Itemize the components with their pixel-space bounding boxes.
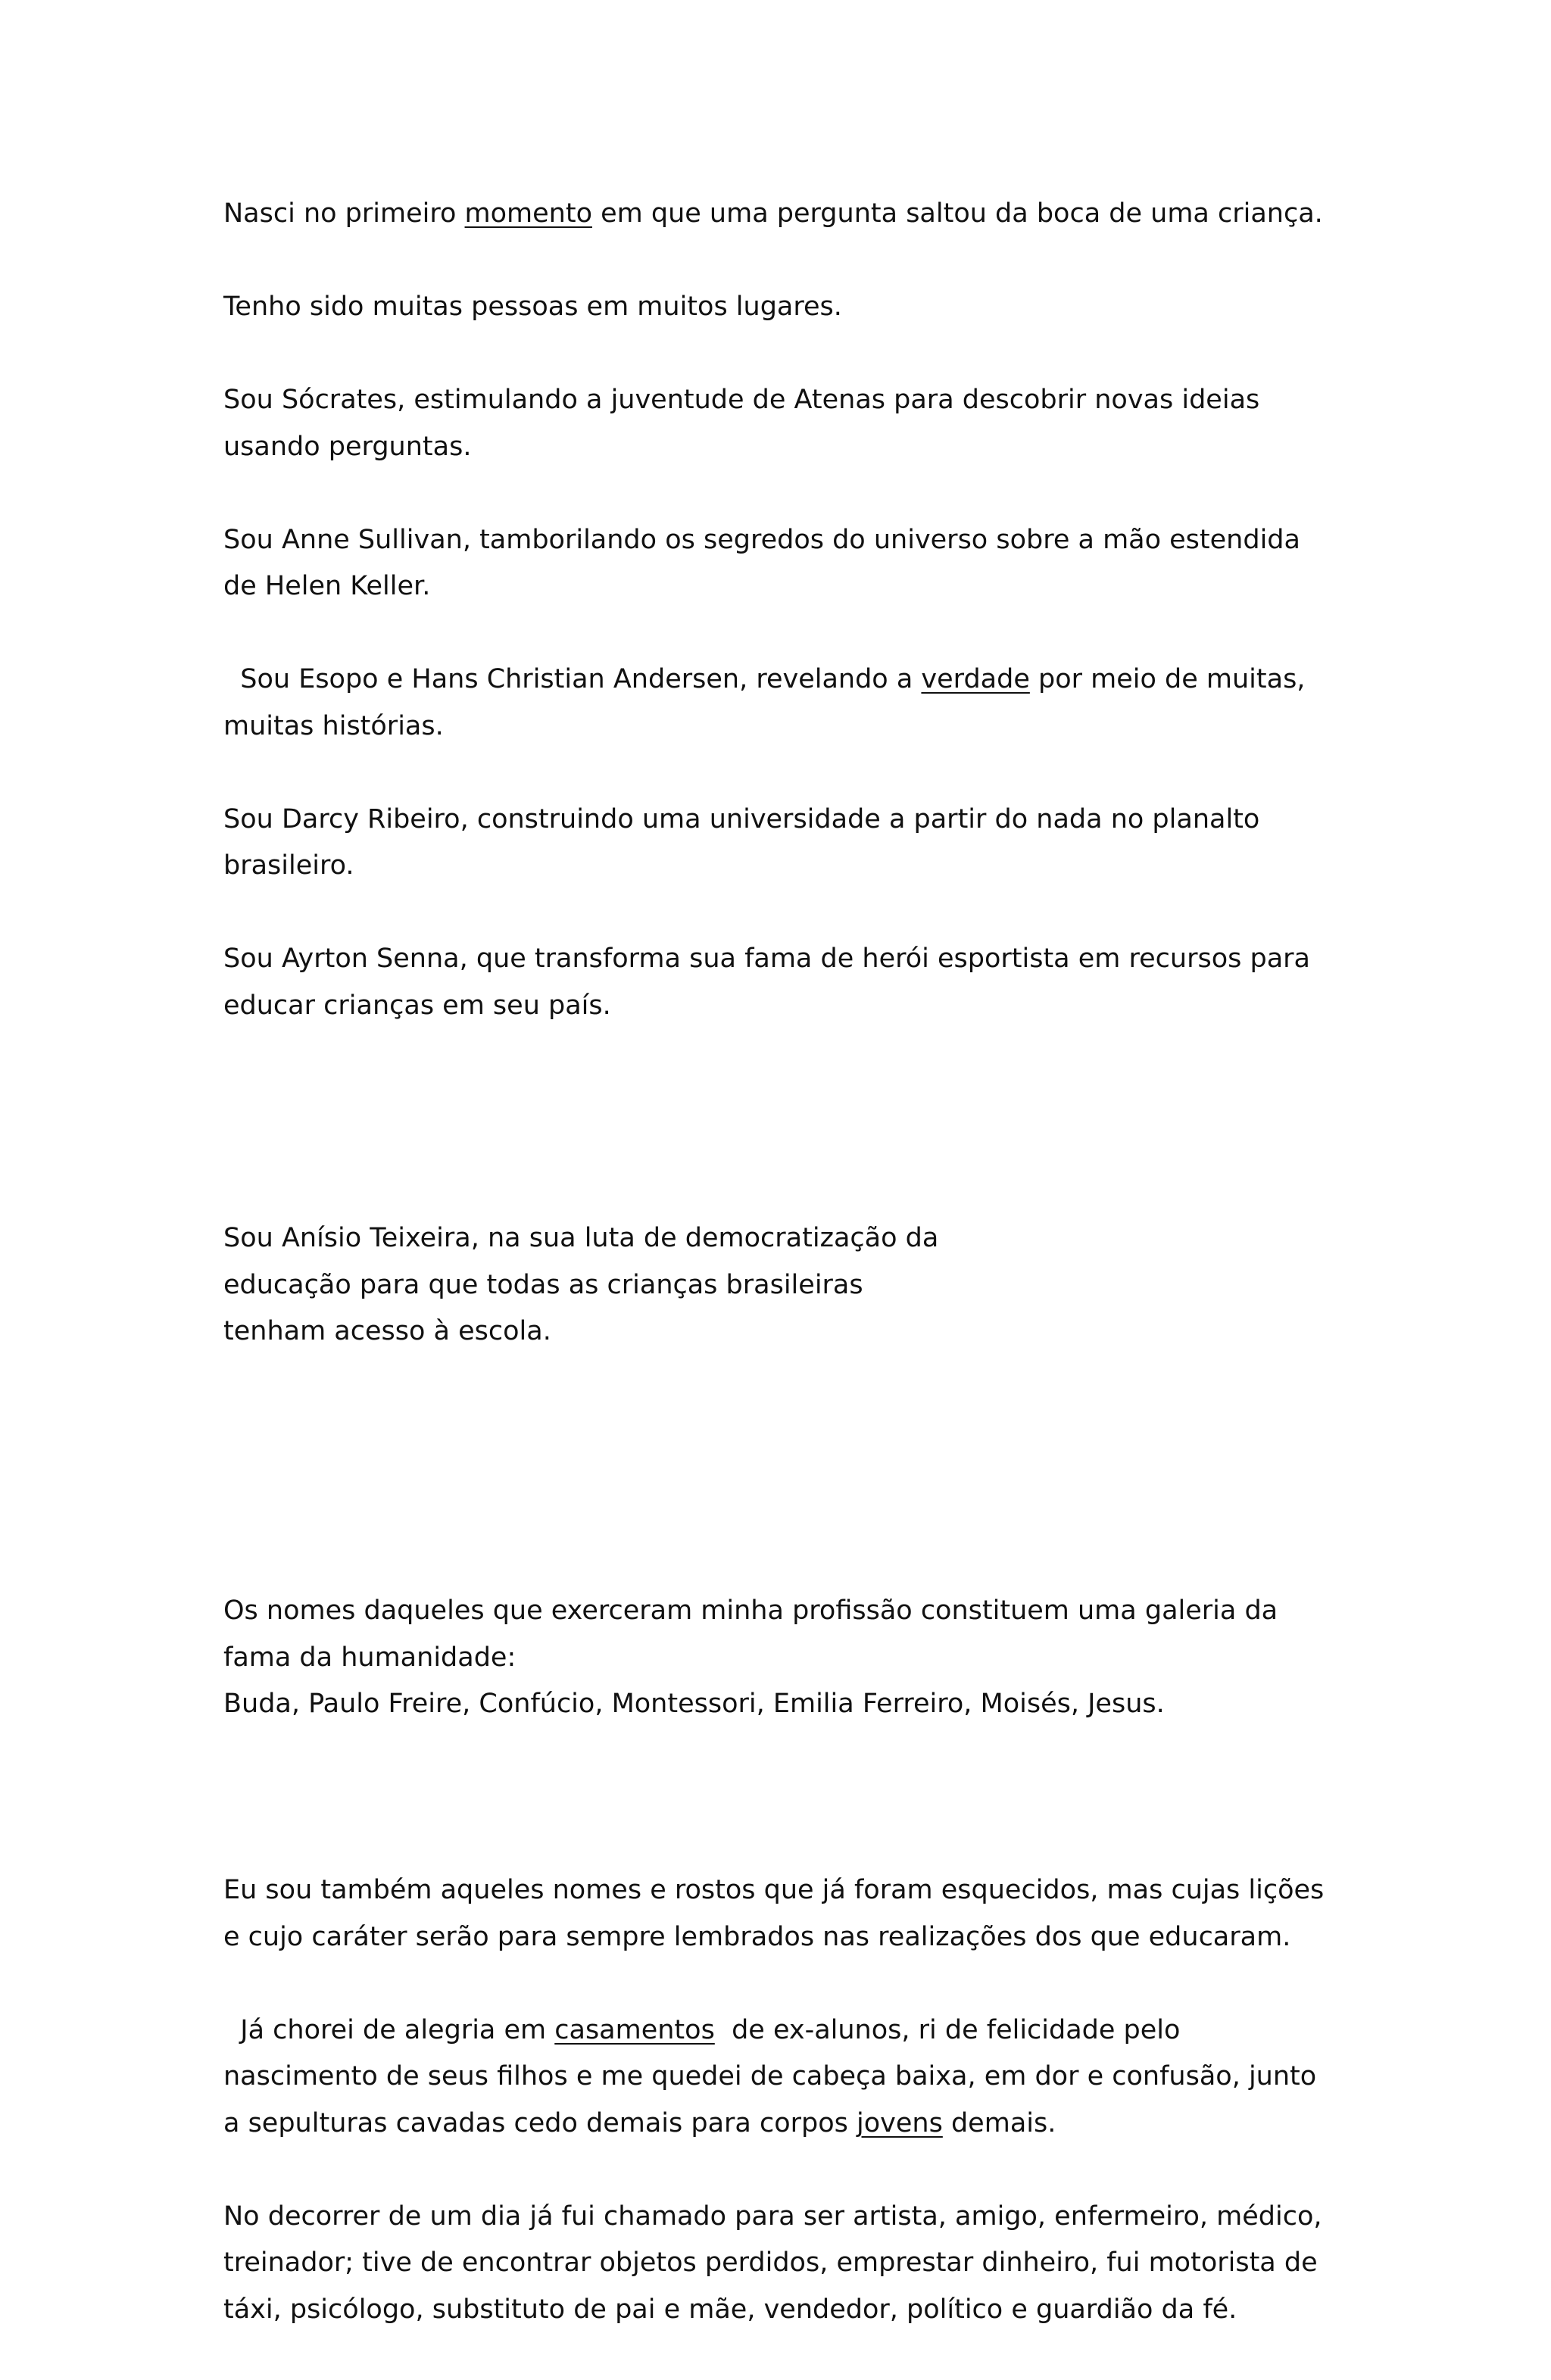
paragraph-11 [223,2007,1329,2148]
paragraph-3: Sou Sócrates, estimulando a juventude de Atenas para descobrir novas ideias usando perguntas. [223,385,1269,462]
paragraph-6: Sou Darcy Ribeiro, construindo uma universidade a partir do nada no planalto brasileiro. [223,803,1269,881]
paragraph-8-line-2: educação para que todas as crianças brasileiras [223,1269,863,1300]
paragraph-5-text-after: por meio de muitas, muitas histórias. [223,664,1314,741]
link-casamentos[interactable]: casamentos [554,2014,715,2045]
link-verdade[interactable]: verdade [921,664,1030,694]
link-jovens[interactable]: jovens [857,2107,943,2138]
paragraph-12: No decorrer de um dia já fui chamado para ser artista, amigo, enfermeiro, médico, treinador; tive de encontrar objetos perdidos, emprestar dinheiro, fui motorista de táxi, psicólogo, substituto de pai e mãe, vendedor, político e guardião da fé. [223,2201,1331,2325]
paragraph-5-text-before: Sou Esopo e Hans Christian Andersen, revelando a [223,664,922,694]
document-body [223,191,1333,2380]
paragraph-8 [223,1122,1329,1449]
paragraph-2: Tenho sido muitas pessoas em muitos lugares. [223,292,842,322]
paragraph-9-line-1: Os nomes daqueles que exerceram minha profissão constituem uma galeria da fama da humanidade: [223,1596,1287,1673]
paragraph-11-text-middle: de ex-alunos, ri de felicidade pelo nascimento de seus filhos e me quedei de cabeça baixa, em dor e confusão, junto a sepulturas cavadas cedo demais para corpos [223,2014,1325,2138]
paragraph-9 [223,1495,1329,1821]
paragraph-1-text-after: em que uma pergunta saltou da boca de uma criança. [592,198,1323,229]
paragraph-4: Sou Anne Sullivan, tamborilando os segredos do universo sobre a mão estendida de Helen Keller. [223,524,1309,601]
paragraph-8-line-3: tenham acesso à escola. [223,1316,551,1346]
paragraph-7: Sou Ayrton Senna, que transforma sua fama de herói esportista em recursos para educar crianças em seu país. [223,944,1319,1021]
paragraph-5 [223,657,1329,750]
paragraph-9-line-2: Buda, Paulo Freire, Confúcio, Montessori, Emilia Ferreiro, Moisés, Jesus. [223,1689,1165,1719]
paragraph-11-text-after: demais. [942,2107,1056,2138]
paragraph-10: Eu sou também aqueles nomes e rostos que já foram esquecidos, mas cujas lições e cujo caráter serão para sempre lembrados nas realizações dos que educaram. [223,1875,1333,1952]
paragraph-8-line-1: Sou Anísio Teixeira, na sua luta de democratização da [223,1223,939,1253]
paragraph-1-text-before: Nasci no primeiro [223,198,465,229]
paragraph-1 [223,191,1329,238]
paragraph-11-text-before: Já chorei de alegria em [223,2014,555,2045]
link-momento[interactable]: momento [464,198,592,229]
